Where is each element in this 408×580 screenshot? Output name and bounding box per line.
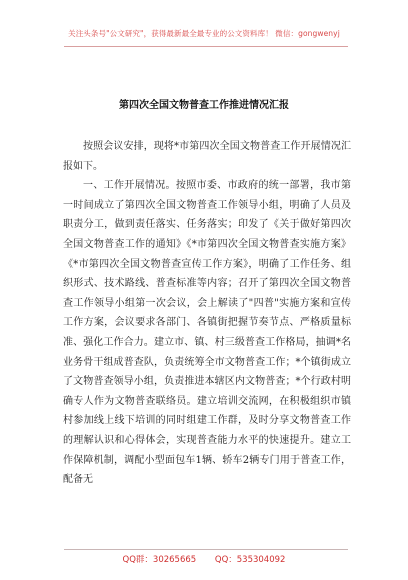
footer-divider	[64, 549, 348, 550]
document-title: 第四次全国文物普查工作推进情况汇报	[119, 100, 289, 111]
paragraph-progress: 一、工作开展情况。按照市委、市政府的统一部署，我市第一时间成立了第四次全国文物普查工作领导小组，明确了人员及职责分工，做到责任落实、任务落实；印发了《关于做好第四次全国文物普查工作的通知》《*市第四次全国文物普查实施方案》《*市第四次全国文物普查宣传工作方案》，明确了工作任务、组织形式、技术路线、普查标准等内容；召开了第四次全国文物普查工作领导小组第一次会议，会上解读了"四普"实施方案和宣传工作方案，会议要求各部门、各镇街把握节奏节点、严格质量标准、强化工作合力。建立市、镇、村三级普查工作格局，抽调*名业务骨干组成普查队，负责统筹全市文物普查工作；*个镇街成立了文物普查领导小组，负责推进本辖区内文物普查；*个行政村明确专人作为文物普查联络员。建立培训交流网，在积极组织市镇村参加线上线下培训的同时组建工作群，及时分享文物普查工作的理解认识和心得体会，实现普查能力水平的快速提升。建立工作保障机制，调配小型面包车1辆、轿车2辆专门用于普查工作，配备无	[63, 180, 351, 486]
footer-qq: QQ：535304092	[214, 555, 286, 565]
footer-qq-group: QQ群：30265665	[122, 555, 197, 565]
document-body	[63, 137, 351, 490]
header-divider	[64, 46, 348, 47]
paragraph-intro: 按照会议安排，现将*市第四次全国文物普查工作开展情况汇报如下。	[63, 141, 351, 172]
footer	[0, 553, 408, 565]
header-banner: 关注头条号"公文研究"，获得最新最全最专业的公文资料库！ 微信：gongwenyj	[68, 29, 340, 38]
